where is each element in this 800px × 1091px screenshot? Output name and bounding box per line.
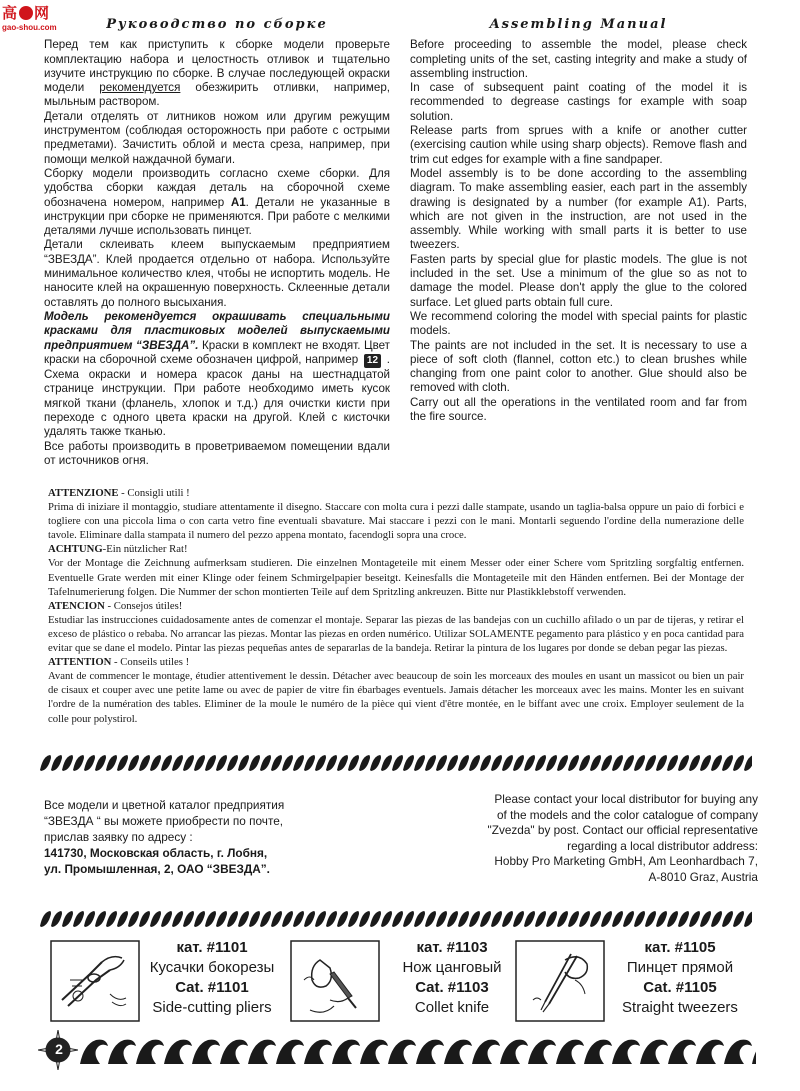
rope-strand (612, 755, 623, 771)
ru-paragraph-4: Детали склеивать клеем выпускаемым предприятием “ЗВЕЗДА”. Клей продается отдельно от набора. Используйте минимальное количество клея, чтобы не испортить модель. Не наносите клей на окрашенную поверхность. Склеенные детали оставлять до полного высыхания. (44, 238, 390, 309)
rope-strand (436, 911, 447, 927)
rope-strand (271, 911, 282, 927)
wave-crest (640, 1040, 668, 1064)
wave-crest (164, 1040, 192, 1064)
rope-strand (117, 911, 128, 927)
rope-strand (524, 911, 535, 927)
rope-strand (590, 911, 601, 927)
rope-strand (150, 755, 161, 771)
rope-strand (315, 755, 326, 771)
rope-strand (601, 911, 612, 927)
tool-1-cat-ru: кат. #1101 (176, 939, 248, 956)
knife-illustration (290, 940, 380, 1022)
tool-3-name-en: Straight tweezers (622, 999, 738, 1016)
en-paragraph-5: Fasten parts by special glue for plastic models. The glue is not included in the set. Use a minimum of the glue so as not to damage the model. Please don't apply the glue to the colored surface. Let glued parts obtain full cure. (410, 252, 747, 309)
rope-strand (84, 755, 95, 771)
spanish-heading-sub: - Consejos útiles! (104, 599, 183, 612)
rope-strand (568, 755, 579, 771)
rope-strand (678, 755, 689, 771)
rope-strand (634, 755, 645, 771)
rope-strand (128, 755, 139, 771)
wave-crest (584, 1040, 612, 1064)
rope-strand (612, 911, 623, 927)
rope-strand (326, 911, 337, 927)
wave-border (80, 1030, 756, 1066)
en-contact-line-6: A-8010 Graz, Austria (648, 869, 758, 884)
rope-strand (513, 755, 524, 771)
rope-strand (326, 755, 337, 771)
english-title: Assembling Manual (489, 17, 668, 32)
page-number: 2 (55, 1041, 63, 1057)
rope-strand (51, 911, 62, 927)
wave-crest (220, 1040, 248, 1064)
rope-strand (425, 755, 436, 771)
rope-strand (304, 911, 315, 927)
logo-char-right: 网 (34, 4, 51, 22)
wave-crest (416, 1040, 444, 1064)
rope-strand (117, 755, 128, 771)
ru-p3-part-id: А1 (230, 195, 246, 209)
rope-border-top (40, 752, 752, 774)
rope-strand (744, 911, 752, 927)
rope-strand (546, 755, 557, 771)
german-heading (48, 542, 744, 556)
ru-contact-line-3: прислав заявку по адресу : (44, 830, 193, 844)
rope-strand (667, 911, 678, 927)
en-paragraph-3: Release parts from sprues with a knife or another cutter (exercising caution while using sharp objects). Remove flash and trim cut edges for example with a fine sandpaper. (410, 124, 747, 166)
rope-border-bottom (40, 908, 752, 930)
wave-crest (752, 1040, 756, 1064)
rope-strand (150, 911, 161, 927)
rope-strand (106, 755, 117, 771)
italian-heading (48, 486, 744, 500)
italian-heading-sub: - Consigli utili ! (118, 487, 190, 499)
rope-strand (656, 755, 667, 771)
rope-strand (392, 755, 403, 771)
logo-char-left: 高 (2, 4, 19, 22)
rope-strand (161, 755, 172, 771)
ru-p5-text-b: . Схема окраски и номера красок даны на шестнадцатой странице инструкции. При работе необходимо иметь кусок мягкой ткани (фланель, хлопок и т.д.) для очистки кисти при переходе с одного цвета краски на другой. Клей с кисточки удалять также тканью. (44, 352, 390, 439)
rope-strand (623, 911, 634, 927)
tool-2-cat-ru: кат. #1103 (416, 939, 488, 956)
rope-strand (546, 911, 557, 927)
tool-3-name-ru: Пинцет прямой (626, 959, 734, 976)
tool-side-cutting-pliers (50, 940, 290, 1026)
rope-strand (557, 755, 568, 771)
rope-strand (645, 911, 656, 927)
wave-crest (388, 1040, 416, 1064)
en-paragraph-7: The paints are not included in the set. It is necessary to use a piece of soft cloth (flannel, cotton etc.) to clean brushes while changing from one paint color to another. Glue should also be removed with cloth. (410, 338, 747, 395)
wave-crest (80, 1040, 108, 1064)
rope-strand (183, 911, 194, 927)
italian-heading-word: ATTENZIONE (48, 487, 119, 499)
rope-strand (293, 755, 304, 771)
tool-1-name-en: Side-cutting pliers (152, 999, 272, 1016)
tweezers-illustration (515, 940, 605, 1022)
rope-strand (568, 911, 579, 927)
tool-collet-knife (290, 940, 520, 1026)
ru-p1-underlined: рекомендуется (99, 81, 181, 95)
rope-strand (535, 911, 546, 927)
spanish-heading (48, 599, 744, 613)
rope-strand (722, 911, 733, 927)
rope-strand (359, 755, 370, 771)
en-paragraph-2: In case of subsequent paint coating of the model it is recommended to degrease castings for example with soap solution. (410, 81, 747, 123)
ru-p5-text-a: Краски в комплект не входят. Цвет краски на сборочной схеме обозначен цифрой, например (44, 338, 390, 366)
rope-strand (579, 755, 590, 771)
pliers-illustration (50, 940, 140, 1022)
tool-1-name-ru: Кусачки бокорезы (149, 959, 275, 976)
rope-strand (315, 911, 326, 927)
rope-strand (205, 911, 216, 927)
rope-strand (744, 755, 752, 771)
rope-strand (711, 911, 722, 927)
en-contact-line-3: "Zvezda" by post. Contact our official representative (487, 823, 758, 837)
rope-strand (260, 755, 271, 771)
rope-strand (271, 755, 282, 771)
rope-strand (249, 911, 260, 927)
french-heading-sub: - Conseils utiles ! (111, 656, 190, 669)
french-body: Avant de commencer le montage, étudier attentivement le dessin. Détacher avec beaucoup de soin les morceaux des moules en usant un massicot ou bien un pair de cisaux et couper avec une petite lame ou avec de papier de vitre fin ébarbages eventuels. Jamais détacher les morceaux avec les mains. Monter les en suivant l'ordre de la numération des tables. Eliminer de la moule le numéro de la pièce qui vient d'être montée, en le biffant avec une croix. Employer seulement de la colle pour polystirol. (48, 670, 744, 725)
rope-strand (645, 755, 656, 771)
rope-strand (172, 911, 183, 927)
en-paragraph-6: We recommend coloring the model with special paints for plastic models. (410, 309, 747, 338)
rope-strand (458, 755, 469, 771)
tool-3-text (605, 938, 755, 1018)
rope-strand (502, 755, 513, 771)
rope-strand (656, 911, 667, 927)
rope-strand (557, 911, 568, 927)
rope-strand (183, 755, 194, 771)
rope-strand (579, 911, 590, 927)
rope-strand (62, 911, 73, 927)
tool-1-text (142, 938, 282, 1018)
rope-strand (95, 911, 106, 927)
tool-2-name-en: Collet knife (414, 999, 490, 1016)
rope-strand (733, 755, 744, 771)
en-paragraph-1: Before proceeding to assemble the model, please check completing units of the set, casting integrity and make a study of assembling instruction. (410, 38, 747, 80)
russian-contact (44, 797, 344, 877)
rope-strand (722, 755, 733, 771)
paint-star-icon: 12 (364, 354, 381, 368)
rope-strand (414, 755, 425, 771)
rope-strand (194, 755, 205, 771)
french-heading (48, 655, 744, 669)
rope-strand (469, 755, 480, 771)
rope-strand (139, 755, 150, 771)
rope-strand (293, 911, 304, 927)
rope-strand (359, 911, 370, 927)
wave-crest (612, 1040, 640, 1064)
rope-strand (447, 755, 458, 771)
rope-strand (73, 755, 84, 771)
rope-strand (194, 911, 205, 927)
italian-body: Prima di iniziare il montaggio, studiare attentamente il disegno. Staccare con molta cura i pezzi dalle stampate, usando un taglia-balsa oppure un paio di forbici e togliere con una piccola lima o con carta vetro fine eventuali sbavature. Mai staccare i pezzi con le mani. Montarli seguendo l'ordine della numerazione delle tavole. Eliminare dalla stampata il numero del pezzo appena montato, facendogli sopra una croce. (48, 501, 744, 542)
wave-crest (556, 1040, 584, 1064)
rope-strand (205, 755, 216, 771)
rope-strand (381, 911, 392, 927)
wave-crest (444, 1040, 472, 1064)
german-heading-word: ACHTUNG (48, 543, 103, 556)
ru-p5-bold: Модель рекомендуется окрашивать специальными красками для пластиковых моделей выпускаемыми предприятием “ЗВЕЗДА”. (44, 309, 390, 352)
rope-strand (370, 911, 381, 927)
rope-strand (282, 755, 293, 771)
rope-strand (337, 911, 348, 927)
rope-strand (403, 755, 414, 771)
rope-strand (227, 911, 238, 927)
rope-strand (601, 755, 612, 771)
rope-strand (95, 755, 106, 771)
rope-strand (469, 911, 480, 927)
tool-2-name-ru: Нож цанговый (402, 959, 502, 976)
rope-strand (73, 911, 84, 927)
rope-strand (238, 755, 249, 771)
english-instructions (410, 18, 747, 424)
ru-paragraph-1 (44, 38, 390, 109)
rope-strand (381, 755, 392, 771)
ru-p1-text-b: обезжирить отливки, например, мыльным раствором. (44, 81, 390, 109)
rope-strand (403, 911, 414, 927)
rope-strand (282, 911, 293, 927)
rope-strand (227, 755, 238, 771)
en-contact-line-4: regarding a local distributor address: (567, 838, 758, 853)
rope-strand (491, 755, 502, 771)
tool-3-cat-ru: кат. #1105 (644, 939, 716, 956)
ru-paragraph-6: Все работы производить в проветриваемом помещении вдали от источников огня. (44, 439, 390, 467)
wave-crest (472, 1040, 500, 1064)
logo-url: gao-shou.com (2, 23, 57, 32)
rope-strand (590, 755, 601, 771)
tool-1-cat-en: Cat. #1101 (175, 979, 249, 996)
rope-strand (524, 755, 535, 771)
wave-crest (332, 1040, 360, 1064)
en-paragraph-4: Model assembly is to be done according to the assembling diagram. To make assembling easier, each part in the assembly drawing is designated by a number (for example A1). Parts, which are not given in the instruction, are not used in the assembly. While working with small parts it is better to use tweezers. (410, 166, 747, 252)
wave-crest (304, 1040, 332, 1064)
rope-strand (491, 911, 502, 927)
ru-contact-line-1: Все модели и цветной каталог предприятия (44, 798, 285, 812)
rope-strand (447, 911, 458, 927)
german-heading-sub: -Ein nützlicher Rat! (102, 543, 188, 556)
rope-strand (700, 911, 711, 927)
rope-strand (249, 755, 260, 771)
en-contact-line-5: Hobby Pro Marketing GmbH, Am Leonhardbach 7, (494, 854, 758, 868)
russian-instructions (44, 18, 390, 468)
ru-p1-text-a: Перед тем как приступить к сборке модели проверьте комплектацию набора и целостность отливок и тщательно изучите инструкцию по сборке. В случае последующей окраски модели (44, 38, 390, 95)
german-body: Vor der Montage die Zeichnung aufmerksam studieren. Die einzelnen Montageteile mit einem Messer oder einer Schere vom Spritzling sorgfaltig entfernen. Eventuelle Grate werden mit einer Klinge oder feinem Schmirgelpapier beseitgt. Keinesfalls die Montageteile mit den Händen entfernen. Bei der Montage der Tafelnumerierung folgen. Die Nummer der schon montierten Teile auf dem Spritzling ankreuzen. Bitte nur Plastikklebstoff verwenden. (48, 557, 744, 598)
rope-strand (689, 755, 700, 771)
russian-title: Руководство по сборке (106, 17, 328, 32)
rope-strand (51, 755, 62, 771)
english-contact (448, 792, 758, 885)
rope-strand (667, 755, 678, 771)
en-paragraph-8: Carry out all the operations in the ventilated room and far from the fire source. (410, 395, 747, 424)
rope-strand (436, 755, 447, 771)
wave-crest (192, 1040, 220, 1064)
rope-strand (348, 911, 359, 927)
rope-strand (425, 911, 436, 927)
rope-strand (678, 911, 689, 927)
multilingual-instructions (48, 486, 744, 726)
rope-strand (161, 911, 172, 927)
rope-strand (634, 911, 645, 927)
rope-strand (733, 911, 744, 927)
rope-strand (502, 911, 513, 927)
rope-strand (370, 755, 381, 771)
tool-3-cat-en: Cat. #1105 (643, 979, 717, 996)
rope-strand (128, 911, 139, 927)
wave-crest (724, 1040, 752, 1064)
rope-strand (216, 911, 227, 927)
wave-crest (528, 1040, 556, 1064)
wave-crest (276, 1040, 304, 1064)
wave-crest (360, 1040, 388, 1064)
spanish-body: Estudiar las instrucciones cuidadosamente antes de comenzar el montaje. Separar las piezas de las bandejas con un cuchillo afilado o un par de tijeras, y retirar el exceso de plástico o rebaba. No arrancar las piezas. Montar las piezas en orden numérico. Utilizar SOLAMENTE pegamento para plástico y en poca cantidad para evitar que se dane el modelo. Pintar las piezas pequeñas antes de separarlas de la bandeja. Retirar la pintura de los lugares por donde se deban pegar las piezas. (48, 613, 744, 655)
rope-strand (238, 911, 249, 927)
rope-strand (172, 755, 183, 771)
wave-crest (248, 1040, 276, 1064)
french-heading-word: ATTENTION (48, 656, 112, 669)
wave-crest (136, 1040, 164, 1064)
rope-strand (711, 755, 722, 771)
tool-2-text (382, 938, 522, 1018)
spanish-heading-word: ATENCION (48, 599, 105, 612)
rope-strand (700, 755, 711, 771)
wave-crest (500, 1040, 528, 1064)
ru-paragraph-2: Детали отделять от литников ножом или другим режущим инструментом (соблюдая осторожность при работе с острыми предметами). Зачистить облой и места среза, например, при помощи мелкой наждачной бумаги. (44, 109, 390, 166)
ru-paragraph-5 (44, 310, 390, 440)
wave-crest (668, 1040, 696, 1064)
en-contact-line-1: Please contact your local distributor for buying any (494, 792, 758, 806)
rope-strand (513, 911, 524, 927)
rope-strand (40, 911, 51, 927)
rope-strand (414, 911, 425, 927)
rope-strand (458, 911, 469, 927)
rope-strand (40, 755, 51, 771)
ru-contact-line-5: ул. Промышленная, 2, ОАО “ЗВЕЗДА”. (44, 862, 270, 876)
rope-strand (535, 755, 546, 771)
rope-strand (106, 911, 117, 927)
rope-strand (139, 911, 150, 927)
rope-strand (216, 755, 227, 771)
rope-strand (260, 911, 271, 927)
wave-crest (696, 1040, 724, 1064)
rope-strand (84, 911, 95, 927)
logo-ball-icon (19, 6, 33, 20)
tool-2-cat-en: Cat. #1103 (415, 979, 489, 996)
rope-strand (337, 755, 348, 771)
ru-p3-text-c: . Детали не указанные в инструкции при сборке не применяются. При работе с мелкими деталями лучше использовать пинцет. (44, 195, 390, 238)
ru-contact-line-4: 141730, Московская область, г. Лобня, (44, 846, 268, 860)
ru-paragraph-3 (44, 167, 390, 238)
tool-straight-tweezers (515, 940, 755, 1026)
rope-strand (480, 755, 491, 771)
rope-strand (304, 755, 315, 771)
rope-strand (480, 911, 491, 927)
ru-contact-line-2: “ЗВЕЗДА “ вы можете приобрести по почте, (44, 814, 284, 828)
rope-strand (623, 755, 634, 771)
en-contact-line-2: of the models and the color catalogue of company (496, 807, 758, 822)
ru-p3-text-a: Сборку модели производить согласно схеме сборки. Для удобства сборки каждая деталь на сборочной схеме обозначена номером, например (44, 166, 390, 209)
rope-strand (392, 911, 403, 927)
wave-crest (108, 1040, 136, 1064)
rope-strand (62, 755, 73, 771)
rope-strand (689, 911, 700, 927)
rope-strand (348, 755, 359, 771)
